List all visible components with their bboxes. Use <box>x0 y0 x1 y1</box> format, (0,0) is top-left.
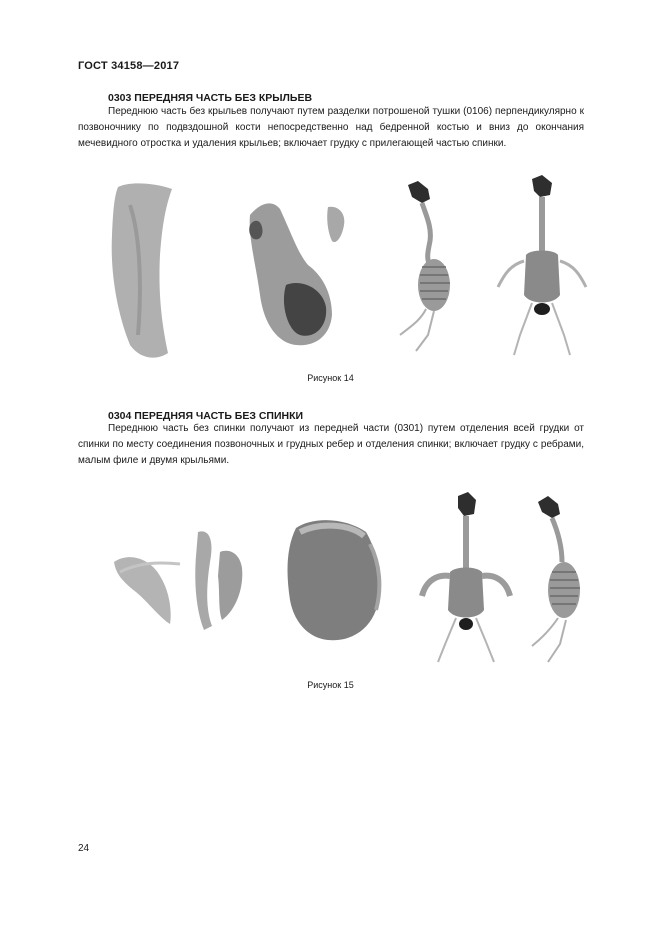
figure-14-skeleton-side <box>400 181 450 351</box>
section-text-0303 <box>78 104 584 152</box>
figure-14-cut-elongated <box>112 183 172 357</box>
figure-caption-15: Рисунок 15 <box>307 680 354 690</box>
figure-caption-14: Рисунок 14 <box>307 373 354 383</box>
figure-14 <box>100 175 590 365</box>
section-text-0304 <box>78 421 584 469</box>
section-text-0303-content: Переднюю часть без крыльев получают путем разделки потрошеной тушки (0106) перпендикулярно к позвоночнику по подвздошной кости непосредственно над бедренной костью и вниз до окончания мечевидного отростка и удаления крыльев; включает грудку с прилегающей частью спинки. <box>78 106 584 149</box>
figure-14-cut-breast <box>249 203 344 345</box>
document-header: ГОСТ 34158—2017 <box>78 60 180 72</box>
section-title-0303: 0303 ПЕРЕДНЯЯ ЧАСТЬ БЕЗ КРЫЛЬЕВ <box>108 92 313 104</box>
page-number: 24 <box>78 843 90 854</box>
section-text-0304-content: Переднюю часть без спинки получают из передней части (0301) путем отделения всей грудки от спинки по месту соединения позвоночных и грудных ребер и отделения спинки; включает грудку с ребрами, малым филе и двумя крыльями. <box>78 423 584 466</box>
figure-15-skeleton-front <box>422 492 510 662</box>
figure-15-cut-breast <box>288 520 380 640</box>
figure-15-cut-wings <box>114 531 242 630</box>
figure-14-skeleton-front <box>498 175 586 355</box>
section-title-0304: 0304 ПЕРЕДНЯЯ ЧАСТЬ БЕЗ СПИНКИ <box>108 410 304 422</box>
figure-15-skeleton-side <box>532 496 580 662</box>
figure-15 <box>100 492 590 672</box>
